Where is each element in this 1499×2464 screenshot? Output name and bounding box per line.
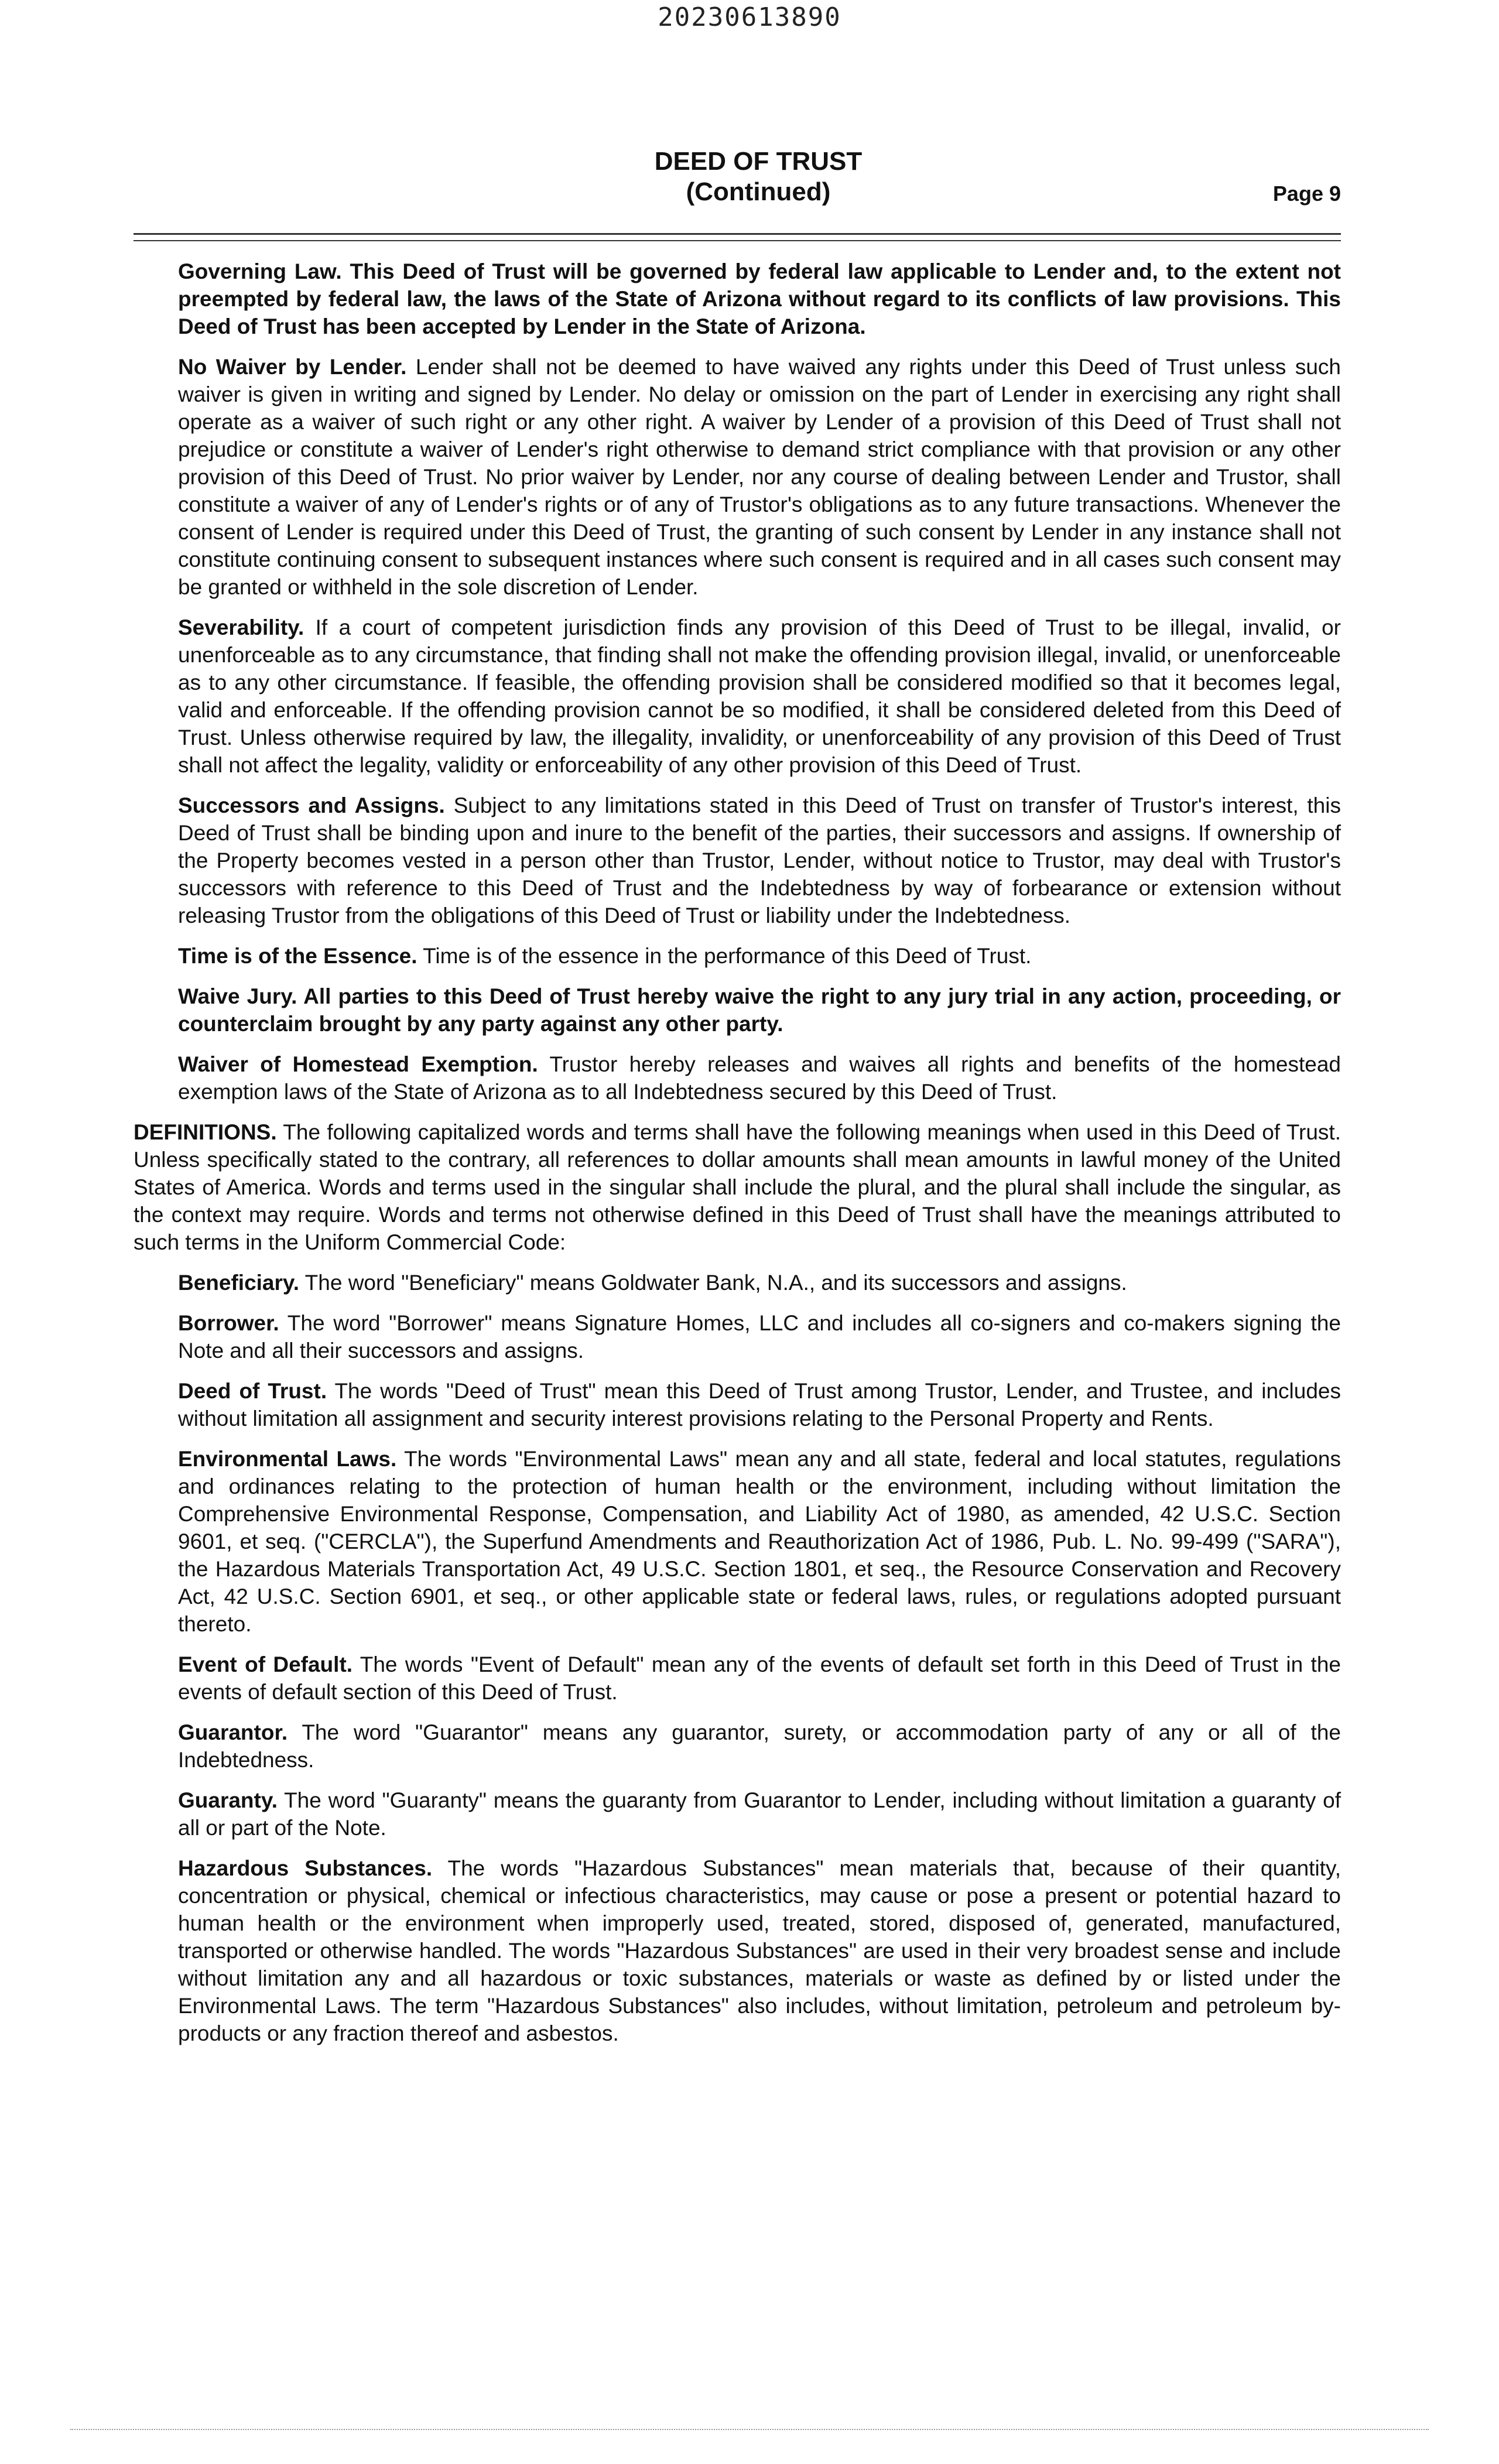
section-text: All parties to this Deed of Trust hereby waive the right to any jury trial in any action, proceeding, or counterclaim brought by any party against any other party. xyxy=(178,984,1341,1036)
header-divider xyxy=(134,233,1341,241)
section-heading: Severability. xyxy=(178,615,304,639)
definition-term: Environmental Laws. xyxy=(178,1447,397,1471)
section-text: Lender shall not be deemed to have waived any rights under this Deed of Trust unless such waiver is given in writing and signed by Lender. No delay or omission on the part of Lender in exercising any right shall operate as a waiver of such right or any other right. A waiver by Lender of a provision of this Deed of Trust shall not prejudice or constitute a waiver of Lender's right otherwise to demand strict compliance with that provision or any other provision of this Deed of Trust. No prior waiver by Lender, nor any course of dealing between Lender and Trustor, shall constitute a waiver of any of Lender's rights or of any of Trustor's obligations as to any future transactions. Whenever the consent of Lender is required under this Deed of Trust, the granting of such consent by Lender in any instance shall not constitute continuing consent to subsequent instances where such consent is required and in all cases such consent may be granted or withheld in the sole discretion of Lender. xyxy=(178,355,1341,599)
definition-term: Deed of Trust. xyxy=(178,1379,327,1403)
definition-term: Borrower. xyxy=(178,1311,279,1335)
definition-term: Beneficiary. xyxy=(178,1271,300,1295)
recording-number: 20230613890 xyxy=(658,2,841,32)
definition-guaranty xyxy=(178,1787,1341,1842)
definition-text: The word "Borrower" means Signature Homes, LLC and includes all co-signers and co-makers signing the Note and all their successors and assigns. xyxy=(178,1311,1341,1363)
section-definitions xyxy=(134,1118,1341,1256)
document-header xyxy=(176,146,1341,217)
section-text: The following capitalized words and terms shall have the following meanings when used in this Deed of Trust. Unless specifically stated to the contrary, all references to dollar amounts shall mean amounts in lawful money of the United States of America. Words and terms used in the singular shall include the plural, and the plural shall include the singular, as the context may require. Words and terms not otherwise defined in this Deed of Trust shall have the meanings attributed to such terms in the Uniform Commercial Code: xyxy=(134,1120,1341,1254)
section-heading: Governing Law. xyxy=(178,259,342,283)
section-no-waiver xyxy=(178,353,1341,601)
section-successors xyxy=(178,792,1341,929)
section-heading: Waiver of Homestead Exemption. xyxy=(178,1052,538,1076)
section-heading: Time is of the Essence. xyxy=(178,944,417,968)
definition-text: The words "Event of Default" mean any of the events of default set forth in this Deed of Trust in the events of default section of this Deed of Trust. xyxy=(178,1652,1341,1704)
definition-text: The word "Guarantor" means any guarantor, surety, or accommodation party of any or all of the Indebtedness. xyxy=(178,1720,1341,1772)
section-text: This Deed of Trust will be governed by federal law applicable to Lender and, to the extent not preempted by federal law, the laws of the State of Arizona without regard to its conflicts of law provisions. This Deed of Trust has been accepted by Lender in the State of Arizona. xyxy=(178,259,1341,338)
document-subtitle: (Continued) xyxy=(686,177,831,206)
section-governing-law xyxy=(178,258,1341,340)
document-title: DEED OF TRUST xyxy=(654,147,863,176)
definition-text: The words "Environmental Laws" mean any and all state, federal and local statutes, regulations and ordinances relating to the protection of human health or the environment, including without limitation the Comprehensive Environmental Response, Compensation, and Liability Act of 1980, as amended, 42 U.S.C. Section 9601, et seq. ("CERCLA"), the Superfund Amendments and Reauthorization Act of 1986, Pub. L. No. 99-499 ("SARA"), the Hazardous Materials Transportation Act, 49 U.S.C. Section 1801, et seq., the Resource Conservation and Recovery Act, 42 U.S.C. Section 6901, et seq., or other applicable state or federal laws, rules, or regulations adopted pursuant thereto. xyxy=(178,1447,1341,1636)
section-heading: Successors and Assigns. xyxy=(178,793,445,817)
definition-borrower xyxy=(178,1309,1341,1364)
definition-text: The word "Beneficiary" means Goldwater Bank, N.A., and its successors and assigns. xyxy=(304,1271,1127,1295)
document-body xyxy=(134,258,1341,2060)
definition-deed-of-trust xyxy=(178,1377,1341,1432)
definition-text: The words "Deed of Trust" mean this Deed of Trust among Trustor, Lender, and Trustee, and includes without limitation all assignment and security interest provisions relating to the Personal Property and Rents. xyxy=(178,1379,1341,1431)
definition-environmental-laws xyxy=(178,1445,1341,1638)
definition-guarantor xyxy=(178,1719,1341,1774)
definition-term: Guaranty. xyxy=(178,1788,278,1812)
section-heading: DEFINITIONS. xyxy=(134,1120,277,1144)
definition-beneficiary xyxy=(178,1269,1341,1296)
definition-text: The word "Guaranty" means the guaranty from Guarantor to Lender, including without limitation a guaranty of all or part of the Note. xyxy=(178,1788,1341,1840)
definition-event-of-default xyxy=(178,1651,1341,1706)
section-text: Trustor hereby releases and waives all rights and benefits of the homestead exemption laws of the State of Arizona as to all Indebtedness secured by this Deed of Trust. xyxy=(178,1052,1341,1104)
scan-footer-line xyxy=(70,2429,1429,2430)
page-number: Page 9 xyxy=(1272,182,1341,206)
section-text: Subject to any limitations stated in this Deed of Trust on transfer of Trustor's interest, this Deed of Trust shall be binding upon and inure to the benefit of the parties, their successors and assigns. If ownership of the Property becomes vested in a person other than Trustor, Lender, without notice to Trustor, may deal with Trustor's successors with reference to this Deed of Trust and the Indebtedness by way of forbearance or extension without releasing Trustor from the obligations of this Deed of Trust or liability under the Indebtedness. xyxy=(178,793,1341,928)
section-severability xyxy=(178,614,1341,779)
definition-term: Event of Default. xyxy=(178,1652,353,1676)
definition-term: Guarantor. xyxy=(178,1720,288,1744)
section-text: Time is of the essence in the performance of this Deed of Trust. xyxy=(423,944,1032,968)
section-heading: Waive Jury. xyxy=(178,984,297,1008)
section-text: If a court of competent jurisdiction finds any provision of this Deed of Trust to be illegal, invalid, or unenforceable as to any circumstance, that finding shall not make the offending provision illegal, invalid, or unenforceable as to any other circumstance. If feasible, the offending provision shall be considered modified so that it becomes legal, valid and enforceable. If the offending provision cannot be so modified, it shall be considered deleted from this Deed of Trust. Unless otherwise required by law, the illegality, invalidity, or unenforceability of any provision of this Deed of Trust shall not affect the legality, validity or enforceability of any other provision of this Deed of Trust. xyxy=(178,615,1341,777)
section-homestead xyxy=(178,1050,1341,1106)
definition-text: The words "Hazardous Substances" mean materials that, because of their quantity, concentration or physical, chemical or infectious characteristics, may cause or pose a present or potential hazard to human health or the environment when improperly used, treated, stored, disposed of, generated, manufactured, transported or otherwise handled. The words "Hazardous Substances" are used in their very broadest sense and include without limitation any and all hazardous or toxic substances, materials or waste as defined by or listed under the Environmental Laws. The term "Hazardous Substances" also includes, without limitation, petroleum and petroleum by-products or any fraction thereof and asbestos. xyxy=(178,1856,1341,2045)
section-time-essence xyxy=(178,942,1341,970)
section-waive-jury xyxy=(178,983,1341,1038)
section-heading: No Waiver by Lender. xyxy=(178,355,407,379)
definition-term: Hazardous Substances. xyxy=(178,1856,433,1880)
definition-hazardous-substances xyxy=(178,1854,1341,2047)
